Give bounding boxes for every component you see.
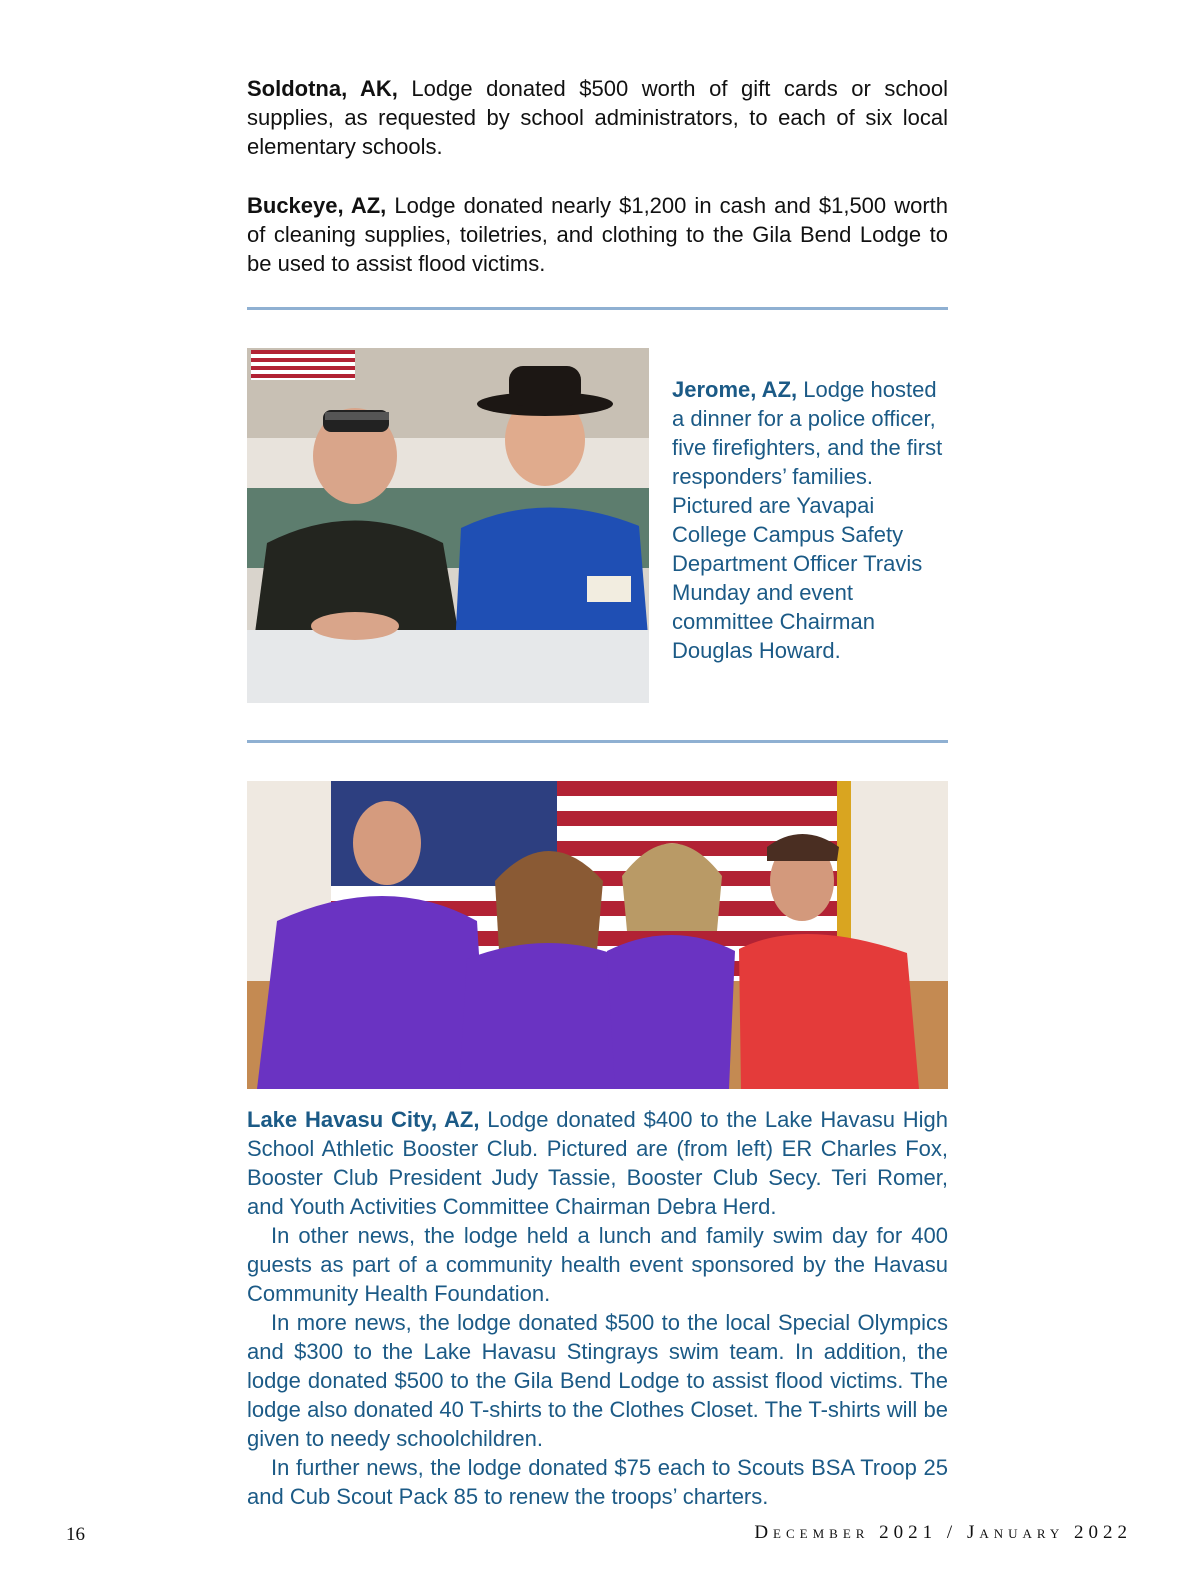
photo-havasu — [247, 781, 948, 1089]
text-buckeye: Lodge donated nearly $1,200 in cash and $1,500 worth of cleaning supplies, toiletries, and clothing to the Gila Bend Lodge to be used to assist flood victims. — [247, 193, 948, 276]
issue-date: December 2021 / January 2022 — [754, 1522, 1132, 1543]
havasu-paragraph-4: In further news, the lodge donated $75 each to Scouts BSA Troop 25 and Cub Scout Pack 85 to renew the troops’ charters. — [247, 1455, 948, 1509]
text-soldotna: Lodge donated $500 worth of gift cards or school supplies, as requested by school administrators, to each of six local elementary schools. — [247, 76, 948, 159]
article-soldotna — [247, 74, 948, 161]
photo-jerome — [247, 348, 649, 703]
page-number: 16 — [66, 1524, 85, 1545]
divider-middle — [247, 740, 948, 743]
place-jerome: Jerome, AZ, — [672, 377, 798, 402]
place-soldotna: Soldotna, AK, — [247, 76, 398, 101]
havasu-paragraph-2: In other news, the lodge held a lunch and family swim day for 400 guests as part of a community health event sponsored by the Havasu Community Health Foundation. — [247, 1223, 948, 1306]
photo-jerome-image — [247, 348, 649, 703]
divider-top — [247, 307, 948, 310]
article-jerome — [672, 375, 948, 665]
havasu-paragraph-3: In more news, the lodge donated $500 to the local Special Olympics and $300 to the Lake Havasu Stingrays swim team. In addition, the lodge donated $500 to the Gila Bend Lodge to assist flood victims. The lodge also donated 40 T-shirts to the Clothes Closet. The T-shirts will be given to needy schoolchildren. — [247, 1310, 948, 1451]
article-havasu — [247, 1105, 948, 1511]
photo-havasu-image — [247, 781, 948, 1089]
place-buckeye: Buckeye, AZ, — [247, 193, 387, 218]
place-havasu: Lake Havasu City, AZ, — [247, 1107, 480, 1132]
text-havasu: Lodge donated $400 to the Lake Havasu High School Athletic Booster Club. Pictured are (from left) ER Charles Fox, Booster Club President Judy Tassie, Booster Club Secy. Teri Romer, and Youth Activities Committee Chairman Debra Herd. — [247, 1107, 948, 1219]
text-jerome: Lodge hosted a dinner for a police officer, five firefighters, and the first responders’ families. Pictured are Yavapai College Campus Safety Department Officer Travis Munday and event committee Chairman Douglas Howard. — [672, 377, 943, 663]
article-buckeye — [247, 191, 948, 278]
